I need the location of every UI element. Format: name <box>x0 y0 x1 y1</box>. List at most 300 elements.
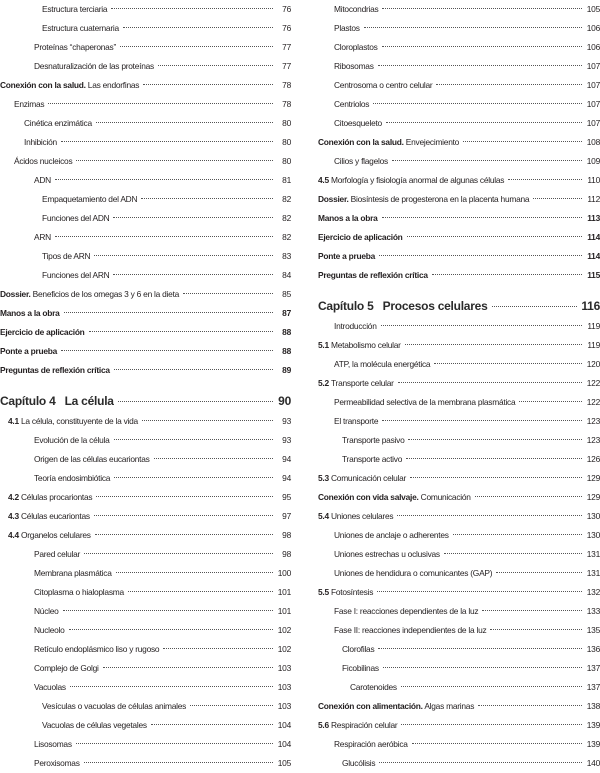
entry-title: Uniones de anclaje o adherentes <box>334 530 449 540</box>
page-number: 80 <box>282 156 291 166</box>
toc-entry-label <box>334 95 369 114</box>
section-number: 4.4 <box>8 530 21 540</box>
page-number: 98 <box>282 530 291 540</box>
entry-title: El transporte <box>334 416 379 426</box>
dot-leader <box>128 591 273 592</box>
dot-leader <box>490 629 582 630</box>
dot-leader <box>96 122 273 123</box>
entry-title: Funciones del ADN <box>42 213 110 223</box>
chapter-heading[interactable] <box>0 390 291 412</box>
dot-leader <box>190 705 273 706</box>
page-number: 113 <box>587 213 600 223</box>
toc-entry[interactable] <box>318 450 600 469</box>
dot-leader <box>379 255 582 256</box>
page-number: 122 <box>586 397 600 407</box>
dot-leader <box>408 439 582 440</box>
toc-entry-label <box>318 133 459 152</box>
dot-leader <box>63 610 273 611</box>
page-number: 114 <box>587 251 600 261</box>
toc-entry[interactable] <box>0 488 291 507</box>
entry-title: Permeabilidad selectiva de la membrana plasmática <box>334 397 516 407</box>
section-number: 5.3 <box>318 473 331 483</box>
page-number: 131 <box>586 549 600 559</box>
toc-entry[interactable] <box>0 152 291 171</box>
page-number: 103 <box>277 701 291 711</box>
page-number: 139 <box>586 739 600 749</box>
toc-entry[interactable] <box>318 735 600 754</box>
dot-leader <box>377 591 582 592</box>
entry-title: La célula <box>64 394 114 408</box>
toc-entry-label <box>34 38 116 57</box>
toc-entry-label <box>42 247 90 266</box>
toc-entry[interactable] <box>0 450 291 469</box>
dot-leader <box>113 274 273 275</box>
page-number: 93 <box>282 416 291 426</box>
toc-entry-label <box>318 190 529 209</box>
dot-leader <box>154 458 273 459</box>
toc-entry-label <box>34 583 124 602</box>
page-number: 101 <box>277 606 291 616</box>
dot-leader <box>70 686 273 687</box>
toc-entry[interactable] <box>0 431 291 450</box>
page-number: 139 <box>586 720 600 730</box>
toc-entry[interactable] <box>318 659 600 678</box>
toc-entry-label <box>334 152 388 171</box>
entry-title: Ponte a prueba <box>0 346 57 356</box>
toc-entry-label <box>34 57 154 76</box>
entry-title: Ponte a prueba <box>318 251 375 261</box>
dot-leader <box>519 401 582 402</box>
toc-entry[interactable] <box>318 412 600 431</box>
toc-entry-label <box>34 602 59 621</box>
page-number: 77 <box>282 42 291 52</box>
entry-title: Células procariontas <box>20 492 93 502</box>
toc-entry-label <box>318 336 401 355</box>
toc-entry[interactable] <box>318 247 600 266</box>
entry-title: Pared celular <box>34 549 81 559</box>
entry-title: Transporte celular <box>330 378 394 388</box>
dot-leader <box>412 743 582 744</box>
dot-leader <box>410 477 582 478</box>
entry-title: Transporte activo <box>342 454 403 464</box>
toc-entry[interactable] <box>318 114 600 133</box>
dot-leader <box>84 762 273 763</box>
page-number: 107 <box>586 118 600 128</box>
entry-title: Algas marinas <box>422 701 475 711</box>
toc-entry-label <box>8 507 90 526</box>
toc-entry[interactable] <box>0 469 291 488</box>
toc-entry[interactable] <box>0 621 291 640</box>
toc-entry[interactable] <box>318 336 600 355</box>
toc-entry[interactable] <box>0 754 291 773</box>
dot-leader <box>386 122 582 123</box>
toc-entry[interactable] <box>0 266 291 285</box>
dot-leader <box>76 743 273 744</box>
dot-leader <box>84 553 273 554</box>
toc-entry[interactable] <box>318 38 600 57</box>
dot-leader <box>379 762 582 763</box>
toc-entry-label <box>334 621 486 640</box>
toc-entry[interactable] <box>318 640 600 659</box>
toc-entry[interactable] <box>318 469 600 488</box>
toc-entry[interactable] <box>318 152 600 171</box>
entry-title: Origen de las células eucariontas <box>34 454 150 464</box>
toc-entry[interactable] <box>318 526 600 545</box>
toc-entry[interactable] <box>0 564 291 583</box>
dot-leader <box>463 141 582 142</box>
toc-entry[interactable] <box>318 507 600 526</box>
dot-leader <box>114 439 273 440</box>
toc-entry[interactable] <box>0 228 291 247</box>
entry-title: Funciones del ARN <box>42 270 110 280</box>
page-number: 80 <box>282 118 291 128</box>
page-number: 137 <box>586 663 600 673</box>
section-number: Capítulo 4 <box>0 394 59 408</box>
page-number: 89 <box>282 365 291 375</box>
feature-label: Conexión con alimentación. <box>318 701 423 711</box>
toc-entry-label <box>334 545 440 564</box>
toc-entry[interactable] <box>318 133 600 152</box>
dot-leader <box>453 534 582 535</box>
dot-leader <box>111 8 273 9</box>
page-number: 104 <box>277 720 291 730</box>
entry-title: Comunicación celular <box>330 473 407 483</box>
dot-leader <box>407 236 582 237</box>
toc-entry[interactable] <box>0 0 291 19</box>
toc-entry-label <box>334 114 382 133</box>
toc-entry[interactable] <box>0 716 291 735</box>
toc-entry[interactable] <box>0 38 291 57</box>
page-number: 76 <box>282 4 291 14</box>
toc-entry-label <box>0 304 60 323</box>
entry-title: Cilios y flagelos <box>334 156 388 166</box>
toc-entry[interactable] <box>0 114 291 133</box>
entry-title: Preguntas de reflexión crítica <box>0 365 110 375</box>
dot-leader <box>76 160 273 161</box>
toc-entry-label <box>0 390 114 412</box>
toc-entry-label <box>34 640 159 659</box>
section-number: 4.2 <box>8 492 21 502</box>
dot-leader <box>406 458 582 459</box>
toc-entry[interactable] <box>0 545 291 564</box>
toc-entry[interactable] <box>318 431 600 450</box>
toc-entry-label <box>42 716 147 735</box>
toc-entry[interactable] <box>0 76 291 95</box>
toc-entry-label <box>334 0 378 19</box>
toc-entry-label <box>0 323 85 342</box>
dot-leader <box>508 179 582 180</box>
page-number: 132 <box>586 587 600 597</box>
toc-entry[interactable] <box>0 247 291 266</box>
toc-entry[interactable] <box>0 735 291 754</box>
entry-title: Uniones de hendidura o comunicantes (GAP) <box>334 568 493 578</box>
feature-label: Conexión con la salud. <box>0 80 86 90</box>
toc-entry-label <box>14 152 72 171</box>
entry-title: Ácidos nucleicos <box>14 156 73 166</box>
toc-entry[interactable] <box>318 621 600 640</box>
toc-entry[interactable] <box>0 133 291 152</box>
toc-entry[interactable] <box>318 697 600 716</box>
entry-title: ARN <box>34 232 51 242</box>
toc-entry[interactable] <box>0 412 291 431</box>
toc-entry[interactable] <box>318 374 600 393</box>
toc-entry-label <box>42 19 119 38</box>
page-number: 105 <box>586 4 600 14</box>
page-number: 88 <box>282 327 291 337</box>
toc-entry[interactable] <box>0 323 291 342</box>
toc-entry[interactable] <box>0 209 291 228</box>
entry-title: Proteínas “chaperonas” <box>34 42 117 52</box>
toc-entry-label <box>342 450 402 469</box>
page-number: 94 <box>282 454 291 464</box>
toc-entry[interactable] <box>318 76 600 95</box>
entry-title: Vacuolas <box>34 682 66 692</box>
entry-title: Manos a la obra <box>318 213 378 223</box>
dot-leader <box>475 496 582 497</box>
entry-title: Teoría endosimbiótica <box>34 473 111 483</box>
toc-entry[interactable] <box>318 95 600 114</box>
toc-entry-label <box>318 697 474 716</box>
section-number: 4.3 <box>8 511 21 521</box>
toc-entry[interactable] <box>0 342 291 361</box>
page-number: 115 <box>587 270 600 280</box>
toc-entry-label <box>34 564 112 583</box>
section-number: Capítulo 5 <box>318 299 377 313</box>
entry-title: Introducción <box>334 321 377 331</box>
feature-label: Conexión con la salud. <box>318 137 404 147</box>
toc-entry[interactable] <box>318 754 600 773</box>
toc-entry[interactable] <box>318 393 600 412</box>
dot-leader <box>118 401 273 402</box>
toc-entry[interactable] <box>318 317 600 336</box>
dot-leader <box>61 350 273 351</box>
page-number: 126 <box>586 454 600 464</box>
toc-entry[interactable] <box>318 488 600 507</box>
entry-title: Cloroplastos <box>334 42 378 52</box>
dot-leader <box>142 420 273 421</box>
entry-title: Enzimas <box>14 99 45 109</box>
dot-leader <box>114 369 273 370</box>
toc-entry-label <box>334 412 378 431</box>
toc-entry-label <box>334 393 515 412</box>
entry-title: Metabolismo celular <box>330 340 401 350</box>
entry-title: Clorofilas <box>342 644 375 654</box>
chapter-heading[interactable] <box>318 295 600 317</box>
toc-entry[interactable] <box>0 659 291 678</box>
entry-title: Biosíntesis de progesterona en la placenta humana <box>348 194 530 204</box>
entry-title: ATP, la molécula energética <box>334 359 431 369</box>
section-gap <box>318 285 600 295</box>
dot-leader <box>61 141 273 142</box>
toc-entry-label <box>334 526 449 545</box>
page-number: 106 <box>586 42 600 52</box>
feature-label: Conexión con vida salvaje. <box>318 492 419 502</box>
page-number: 102 <box>277 625 291 635</box>
toc-entry[interactable] <box>318 716 600 735</box>
dot-leader <box>533 198 582 199</box>
dot-leader <box>478 705 582 706</box>
toc-entry[interactable] <box>318 190 600 209</box>
entry-title: Estructura cuaternaria <box>42 23 119 33</box>
page-number: 102 <box>277 644 291 654</box>
section-number: 4.5 <box>318 175 331 185</box>
dot-leader <box>373 103 582 104</box>
toc-entry-label <box>8 488 92 507</box>
page-number: 123 <box>586 416 600 426</box>
toc-entry[interactable] <box>0 602 291 621</box>
entry-title: Fase I: reacciones dependientes de la luz <box>334 606 479 616</box>
page-number: 101 <box>277 587 291 597</box>
page-number: 129 <box>586 492 600 502</box>
section-number: 5.1 <box>318 340 331 350</box>
dot-leader <box>405 344 582 345</box>
toc-entry-label <box>342 754 375 773</box>
page-number: 105 <box>277 758 291 768</box>
toc-entry[interactable] <box>0 19 291 38</box>
dot-leader <box>183 293 273 294</box>
toc-entry-label <box>34 431 110 450</box>
entry-title: Carotenoides <box>350 682 397 692</box>
entry-title: La célula, constituyente de la vida <box>20 416 138 426</box>
toc-entry-label <box>342 640 374 659</box>
page-number: 135 <box>586 625 600 635</box>
toc-entry[interactable] <box>0 526 291 545</box>
page-number: 109 <box>586 156 600 166</box>
page-number: 107 <box>586 80 600 90</box>
toc-entry-label <box>34 450 150 469</box>
toc-entry-label <box>334 602 478 621</box>
entry-title: Envejecimiento <box>403 137 460 147</box>
toc-entry[interactable] <box>318 209 600 228</box>
toc-entry[interactable] <box>0 697 291 716</box>
toc-entry[interactable] <box>0 640 291 659</box>
toc-entry[interactable] <box>0 285 291 304</box>
entry-title: Ribosomas <box>334 61 374 71</box>
page-number: 138 <box>586 701 600 711</box>
page-number: 94 <box>282 473 291 483</box>
toc-entry-label <box>42 190 137 209</box>
entry-title: Ejercicio de aplicación <box>318 232 403 242</box>
entry-title: Manos a la obra <box>0 308 60 318</box>
dot-leader <box>364 27 582 28</box>
dot-leader <box>114 477 273 478</box>
entry-title: Centriolos <box>334 99 370 109</box>
toc-entry-label <box>34 678 66 697</box>
page-number: 78 <box>282 99 291 109</box>
toc-entry[interactable] <box>318 228 600 247</box>
toc-entry[interactable] <box>0 583 291 602</box>
toc-entry-label <box>318 507 393 526</box>
toc-entry[interactable] <box>0 304 291 323</box>
toc-entry-label <box>34 228 51 247</box>
entry-title: Fase II: reacciones independientes de la luz <box>334 625 487 635</box>
toc-entry-label <box>0 285 179 304</box>
page-number: 123 <box>586 435 600 445</box>
toc-entry[interactable] <box>318 564 600 583</box>
toc-entry[interactable] <box>318 171 600 190</box>
feature-label: Dossier. <box>318 194 349 204</box>
toc-entry[interactable] <box>318 545 600 564</box>
entry-title: Respiración aeróbica <box>334 739 408 749</box>
toc-entry-label <box>334 317 377 336</box>
dot-leader <box>432 274 582 275</box>
toc-entry[interactable] <box>0 678 291 697</box>
toc-entry[interactable] <box>0 190 291 209</box>
dot-leader <box>55 179 273 180</box>
toc-entry[interactable] <box>0 507 291 526</box>
entry-title: Mitocondrias <box>334 4 379 14</box>
toc-entry[interactable] <box>318 602 600 621</box>
entry-title: Tipos de ARN <box>42 251 91 261</box>
page-number: 136 <box>586 644 600 654</box>
toc-entry-label <box>334 76 432 95</box>
entry-title: Transporte pasivo <box>342 435 405 445</box>
toc-entry[interactable] <box>318 57 600 76</box>
dot-leader <box>397 515 582 516</box>
toc-entry-label <box>42 266 109 285</box>
entry-title: Uniones estrechas u oclusivas <box>334 549 440 559</box>
page-number: 110 <box>587 175 600 185</box>
toc-entry-label <box>42 209 109 228</box>
toc-entry-label <box>318 266 428 285</box>
toc-entry[interactable] <box>318 678 600 697</box>
entry-title: Procesos celulares <box>382 299 488 313</box>
dot-leader <box>158 65 273 66</box>
toc-entry[interactable] <box>318 355 600 374</box>
entry-title: Cinética enzimática <box>24 118 92 128</box>
toc-entry-label <box>334 735 408 754</box>
section-number: 5.5 <box>318 587 331 597</box>
toc-entry-label <box>318 583 373 602</box>
toc-entry-label <box>0 361 110 380</box>
dot-leader <box>95 534 273 535</box>
page-number: 81 <box>282 175 291 185</box>
toc-entry[interactable] <box>0 95 291 114</box>
toc-entry-label <box>318 488 471 507</box>
entry-title: Células eucariontas <box>20 511 90 521</box>
toc-entry[interactable] <box>0 361 291 380</box>
toc-entry[interactable] <box>318 583 600 602</box>
dot-leader <box>381 325 582 326</box>
page-number: 95 <box>282 492 291 502</box>
toc-entry-label <box>318 716 397 735</box>
dot-leader <box>434 363 582 364</box>
toc-entry-label <box>334 19 360 38</box>
entry-title: Estructura terciaria <box>42 4 108 14</box>
page-number: 133 <box>586 606 600 616</box>
toc-entry[interactable] <box>318 19 600 38</box>
entry-title: Desnaturalización de las proteínas <box>34 61 154 71</box>
toc-entry[interactable] <box>0 57 291 76</box>
toc-entry[interactable] <box>0 171 291 190</box>
toc-entry-label <box>34 735 72 754</box>
toc-entry-label <box>318 171 504 190</box>
feature-label: Dossier. <box>0 289 31 299</box>
entry-title: Citoesqueleto <box>334 118 382 128</box>
dot-leader <box>482 610 582 611</box>
toc-entry-label <box>8 412 138 431</box>
toc-entry-label <box>42 697 186 716</box>
page-number: 83 <box>282 251 291 261</box>
dot-leader <box>382 217 582 218</box>
page-number: 82 <box>282 213 291 223</box>
toc-entry[interactable] <box>318 0 600 19</box>
page-number: 93 <box>282 435 291 445</box>
toc-entry[interactable] <box>318 266 600 285</box>
toc-entry-label <box>334 57 374 76</box>
entry-title: Vesículas o vacuolas de células animales <box>42 701 187 711</box>
toc-entry-label <box>24 133 57 152</box>
